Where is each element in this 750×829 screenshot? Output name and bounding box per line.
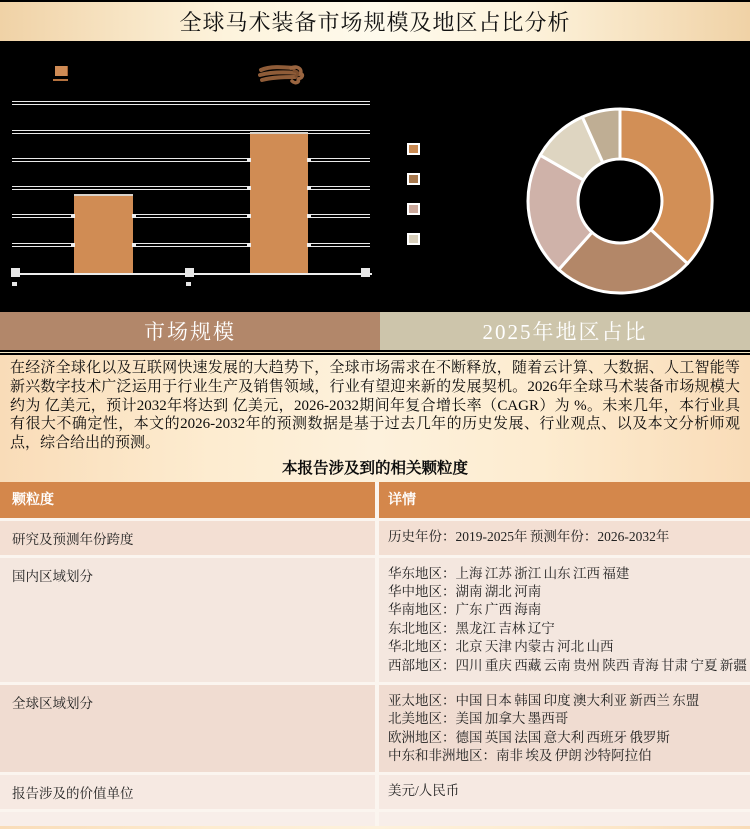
axis-tick-box [361,268,370,277]
table-bottom-strip [0,812,750,826]
gridline-stub [307,158,311,162]
donut-legend-swatch-icon [407,233,420,245]
row-detail-cell [379,685,750,772]
report-body [0,355,750,829]
detail-line: 西部地区：四川 重庆 西藏 云南 贵州 陕西 青海 甘肃 宁夏 新疆 [388,657,747,673]
row-label-cell: 研究及预测年份跨度 [0,521,375,555]
axis-tick-box [11,268,20,277]
detail-line: 华东地区：上海 江苏 浙江 山东 江西 福建 [388,565,630,581]
gridline [12,130,370,134]
row-detail-cell [379,558,750,682]
gridline-stub [307,186,311,190]
gridline [12,214,370,218]
gridline-stub [71,214,75,218]
detail-line: 欧洲地区：德国 英国 法国 意大利 西班牙 俄罗斯 [388,729,670,745]
tab-market-size[interactable]: 市场规模 [0,312,380,350]
table-row [0,685,750,772]
detail-line: 中东和非洲地区：南非 埃及 伊朗 沙特阿拉伯 [388,747,652,763]
gridline-stub [132,243,136,247]
table-row [0,558,750,682]
detail-line: 美元/人民币 [388,783,460,799]
report-title-bar [0,0,750,41]
detail-line: 北美地区：美国 加拿大 墨西哥 [388,711,569,727]
table-header-detail: 详情 [379,482,750,518]
bar-series-swatch-icon [55,66,68,76]
detail-line: 亚太地区：中国 日本 韩国 印度 澳大利亚 新西兰 东盟 [388,692,700,708]
gridline-stub [247,186,251,190]
donut-chart [520,101,720,301]
row-detail-cell [379,521,750,555]
gridline-stub [71,243,75,247]
strip-cell [379,812,750,826]
row-label-cell: 全球区域划分 [0,685,375,772]
gridline-stub [307,243,311,247]
axis-tick-box [185,268,194,277]
detail-line: 华南地区：广东 广西 海南 [388,602,542,618]
chart-area [0,41,750,312]
table-row [0,775,750,809]
table-header-row [0,482,750,518]
detail-line: 华中地区：湖南 湖北 河南 [388,584,542,600]
detail-line: 华北地区：北京 天津 内蒙古 河北 山西 [388,639,614,655]
donut-legend-swatch-icon [407,173,420,185]
row-label-cell: 报告涉及的价值单位 [0,775,375,809]
gridline-stub [307,214,311,218]
gridline-stub [247,243,251,247]
gridline-stub [132,214,136,218]
gridline [12,243,370,247]
gridline [12,101,370,105]
table-header-granularity: 颗粒度 [0,482,375,518]
bar-column [250,132,308,274]
donut-hole [578,159,662,243]
table-row [0,521,750,555]
tab-region-share[interactable]: 2025年地区占比 [380,312,750,350]
axis-tick-mark [12,282,17,286]
scribble-annotation-icon [258,62,306,88]
detail-line: 东北地区：黑龙江 吉林 辽宁 [388,620,555,636]
bar-column [74,194,133,273]
donut-legend-swatch-icon [407,143,420,155]
summary-paragraph: 在经济全球化以及互联网快速发展的大趋势下，全球市场需求在不断释放，随着云计算、大数据、人工智能等新兴数字技术广泛运用于行业生产及销售领域，行业有望迎来新的发展契机。2026年全球马术装备市场规模大约为 亿美元，预计2032年将达到 亿美元，2026-2032期间年复合增长率（CAGR）为 %。未来几年，本行业具有很大不确定性，本文的2026-2032年的预测数据是基于过去几年的历史发展、行业观点、以及本文分析师观点，综合给出的预测。 [10,360,740,451]
strip-cell [0,812,375,826]
gridline [12,186,370,190]
granularity-table [0,482,750,827]
row-detail-cell [379,775,750,809]
gridline [12,158,370,162]
table-heading: 本报告涉及到的相关颗粒度 [281,459,468,477]
donut-legend-swatch-icon [407,203,420,215]
axis-tick-mark [186,282,191,286]
detail-line: 历史年份：2019-2025年 预测年份：2026-2032年 [388,528,670,544]
page-title: 全球马术装备市场规模及地区占比分析 [179,10,571,35]
row-label-cell: 国内区域划分 [0,558,375,682]
section-tabs [0,312,750,350]
gridline-stub [247,214,251,218]
gridline-stub [247,158,251,162]
bar-series-line-icon [53,79,68,81]
